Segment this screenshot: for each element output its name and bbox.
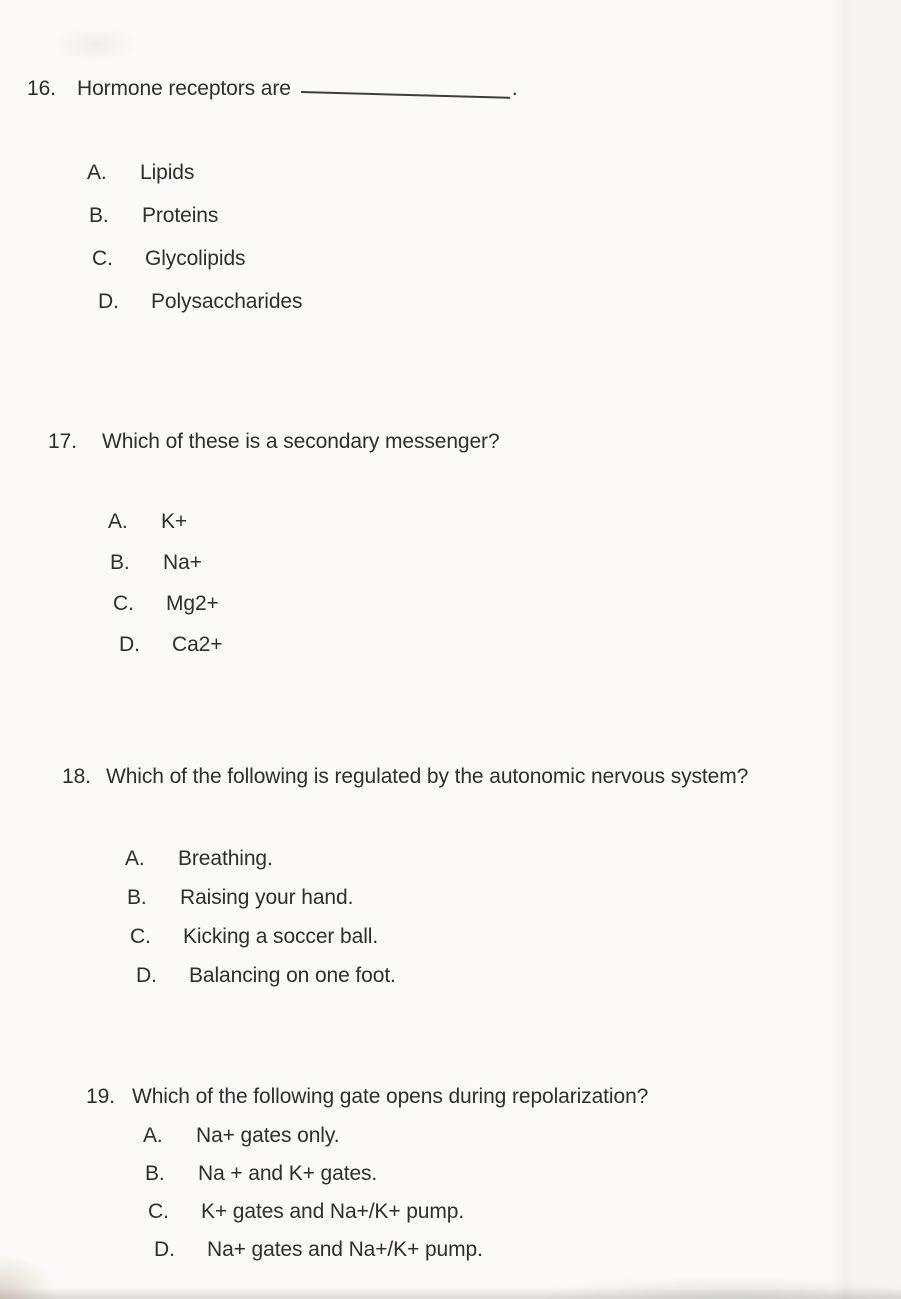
option-17-b (110, 552, 222, 593)
question-18-number: 18. (62, 765, 91, 788)
question-18-options (125, 848, 396, 1004)
option-text: Mg2+ (166, 592, 219, 615)
question-17 (48, 431, 500, 452)
question-17-text: Which of these is a secondary messenger? (102, 430, 500, 453)
option-text: Na+ gates only. (196, 1124, 340, 1147)
option-16-b (89, 205, 302, 248)
option-letter: B. (145, 1162, 165, 1185)
option-16-a (87, 162, 302, 205)
option-text: Na + and K+ gates. (198, 1162, 378, 1185)
option-18-d (136, 965, 396, 1004)
question-17-options (108, 511, 222, 675)
question-18-text: Which of the following is regulated by the autonomic nervous system? (106, 765, 749, 788)
option-letter: A. (125, 847, 145, 870)
option-text: Lipids (140, 161, 195, 184)
question-19-number: 19. (86, 1085, 115, 1108)
option-letter: D. (136, 964, 157, 987)
option-text: Proteins (142, 204, 219, 227)
option-19-b (145, 1163, 483, 1201)
option-letter: C. (92, 247, 113, 270)
option-letter: D. (98, 290, 119, 313)
option-19-a (143, 1125, 483, 1163)
option-19-c (148, 1201, 483, 1239)
option-18-b (127, 887, 396, 926)
option-text: K+ gates and Na+/K+ pump. (201, 1200, 465, 1223)
option-text: Na+ (163, 551, 202, 574)
option-17-a (108, 511, 222, 552)
option-16-c (92, 248, 302, 291)
blank-period: . (511, 77, 518, 100)
option-text: Glycolipids (145, 247, 246, 270)
option-letter: C. (148, 1200, 169, 1223)
option-text: Ca2+ (172, 633, 223, 656)
question-16-text (77, 77, 518, 100)
option-letter: D. (119, 633, 140, 656)
option-letter: A. (87, 161, 107, 184)
option-letter: A. (108, 510, 128, 533)
option-19-d (154, 1239, 483, 1277)
option-text: K+ (161, 510, 188, 533)
question-18 (62, 766, 748, 787)
option-letter: C. (130, 925, 151, 948)
option-text: Raising your hand. (180, 886, 354, 909)
option-letter: B. (89, 204, 109, 227)
option-letter: D. (154, 1238, 175, 1261)
option-16-d (98, 291, 302, 334)
answer-blank-line (301, 89, 510, 99)
option-18-c (130, 926, 396, 965)
question-19-options (143, 1125, 483, 1277)
question-19-text: Which of the following gate opens during repolarization? (132, 1085, 649, 1108)
option-letter: C. (113, 592, 134, 615)
question-16-number: 16. (27, 77, 56, 100)
option-text: Kicking a soccer ball. (183, 925, 379, 948)
option-text: Na+ gates and Na+/K+ pump. (207, 1238, 483, 1261)
question-19 (86, 1086, 648, 1107)
option-letter: B. (110, 551, 130, 574)
option-text: Breathing. (178, 847, 273, 870)
option-17-c (113, 593, 222, 634)
option-17-d (119, 634, 222, 675)
question-16-options (87, 162, 302, 334)
option-text: Balancing on one foot. (189, 964, 396, 987)
question-16-text-content: Hormone receptors are (77, 77, 291, 100)
option-letter: B. (127, 886, 147, 909)
option-18-a (125, 848, 396, 887)
question-17-number: 17. (48, 430, 77, 453)
option-letter: A. (143, 1124, 163, 1147)
option-text: Polysaccharides (151, 290, 303, 313)
question-16 (27, 78, 518, 99)
